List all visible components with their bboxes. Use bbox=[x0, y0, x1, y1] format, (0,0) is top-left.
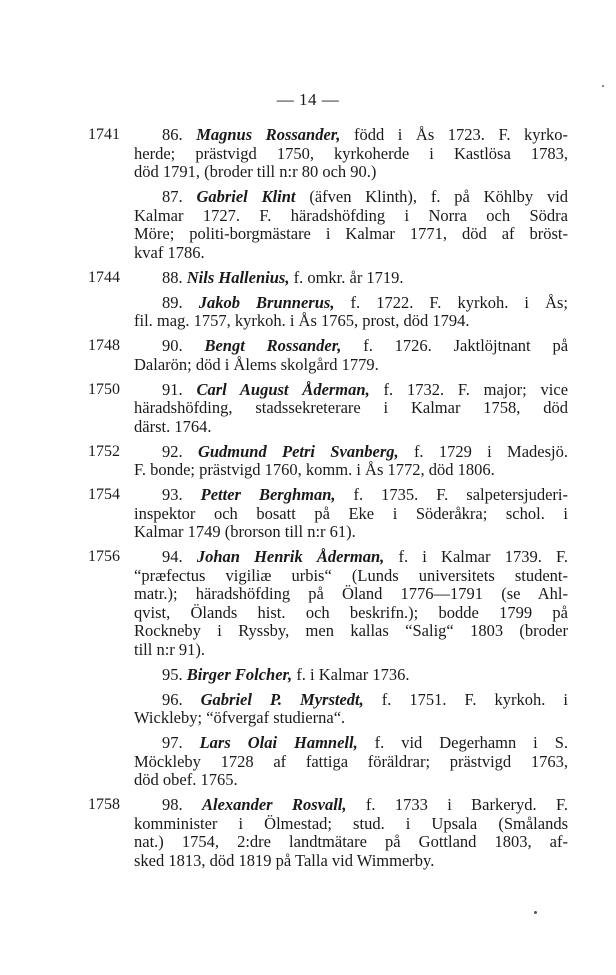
entry-first-line bbox=[162, 126, 568, 145]
entry-line: qvist, Ölands hist. och beskrifn.); bodde 1799 på bbox=[134, 602, 568, 622]
entry-text: f. omkr. år 1719. bbox=[293, 267, 404, 287]
entry-name: Carl August Åderman, bbox=[196, 379, 370, 399]
entry-text: f. 1733 i Barkeryd. F. bbox=[365, 795, 569, 814]
entry-year: 1756 bbox=[88, 548, 120, 565]
entry-text: f. i Kalmar 1736. bbox=[296, 664, 410, 684]
entry-line: matr.); häradshöfding på Öland 1776—1791 (se Ahl- bbox=[134, 584, 568, 603]
entry-first-line bbox=[162, 486, 568, 505]
entry-text: f. 1732. F. major; vice bbox=[383, 379, 569, 399]
entry-text: f. i Kalmar 1739. F. bbox=[398, 547, 568, 566]
entry-first-line bbox=[162, 381, 568, 400]
entry-number: 98. bbox=[162, 795, 183, 814]
entry-number: 97. bbox=[162, 733, 183, 752]
entry-name: Jakob Brunnerus, bbox=[198, 292, 335, 312]
entry-line: herde; prästvigd 1750, kyrkoherde i Kastlösa 1783, bbox=[134, 143, 568, 163]
entry-line: sked 1813, död 1819 på Talla vid Wimmerby. bbox=[134, 850, 435, 870]
entry-text: f. 1729 i Madesjö. bbox=[413, 441, 569, 461]
entry-text: f. 1726. Jaktlöjtnant på bbox=[363, 336, 569, 355]
entry-line: Kalmar 1749 (brorson till n:r 61). bbox=[134, 522, 356, 541]
entry-year: 1752 bbox=[88, 442, 120, 460]
entry-line: Möckleby 1728 af fattiga föräldrar; prästvigd 1763, bbox=[134, 751, 568, 771]
entry-line: komminister i Ölmestad; stud. i Upsala (Smålands bbox=[134, 813, 568, 833]
entry-line: till n:r 91). bbox=[134, 639, 206, 659]
entry-year: 1758 bbox=[88, 796, 120, 813]
entry-number: 92. bbox=[162, 441, 183, 461]
entry-name: Gabriel P. Myrstedt, bbox=[200, 689, 364, 709]
entry-year: 1744 bbox=[88, 268, 120, 286]
entry-text: f. 1751. F. kyrkoh. i bbox=[381, 689, 569, 709]
entry-name: Magnus Rossander, bbox=[196, 125, 341, 144]
entry-line: F. bonde; prästvigd 1760, komm. i Ås 1772, död 1806. bbox=[134, 460, 495, 479]
entry-number: 87. bbox=[162, 187, 183, 206]
page-number: — 14 — bbox=[276, 90, 340, 109]
entry-number: 94. bbox=[162, 547, 183, 566]
entry-first-line bbox=[162, 443, 568, 462]
entry-first-line bbox=[162, 666, 568, 685]
entry-year: 1748 bbox=[88, 337, 120, 354]
entry-name: Lars Olai Hamnell, bbox=[199, 733, 358, 752]
entry-name: Birger Folcher, bbox=[186, 664, 293, 684]
entry-name: Gabriel Klint bbox=[196, 187, 296, 206]
entry-name: Alexander Rosvall, bbox=[202, 795, 347, 814]
entry-line: Möre; politi-borgmästare i Kalmar 1771, död af bröst- bbox=[134, 224, 568, 243]
entry-number: 90. bbox=[162, 336, 183, 355]
entry-name: Petter Berghman, bbox=[200, 485, 336, 504]
entry-text: f. vid Degerhamn i S. bbox=[374, 733, 569, 752]
entry-line: Dalarön; död i Ålems skolgård 1779. bbox=[134, 354, 379, 374]
entry-year: 1741 bbox=[88, 126, 120, 143]
entry-line: häradshöfding, stadssekreterare i Kalmar 1758, död bbox=[134, 398, 568, 417]
entry-first-line bbox=[162, 691, 568, 710]
entry-number: 86. bbox=[162, 125, 183, 144]
entry-number: 95. bbox=[162, 664, 183, 684]
entry-line: Rockneby i Ryssby, men kallas “Salig“ 1803 (broder bbox=[134, 621, 568, 640]
entry-line: död 1791, (broder till n:r 80 och 90.) bbox=[134, 162, 377, 181]
entry-first-line bbox=[162, 269, 568, 288]
entry-line: Kalmar 1727. F. häradshöfding i Norra och Södra bbox=[134, 205, 568, 225]
ink-speck bbox=[534, 911, 537, 914]
entry-first-line bbox=[162, 294, 568, 313]
entry-text: f. 1735. F. salpetersjuderi- bbox=[353, 485, 569, 504]
entry-line: inspektor och bosatt på Eke i Söderåkra; schol. i bbox=[134, 503, 568, 523]
entry-text: f. 1722. F. kyrkoh. i Ås; bbox=[350, 292, 568, 312]
entry-line: kvaf 1786. bbox=[134, 242, 205, 262]
entry-first-line bbox=[162, 188, 568, 207]
entry-line: Wickleby; “öfvergaf studierna“. bbox=[134, 708, 346, 727]
entry-line: död obef. 1765. bbox=[134, 770, 238, 789]
entry-number: 88. bbox=[162, 267, 183, 287]
entry-name: Bengt Rossander, bbox=[204, 336, 342, 355]
entry-line: fil. mag. 1757, kyrkoh. i Ås 1765, prost, död 1794. bbox=[134, 311, 470, 330]
entry-number: 91. bbox=[162, 379, 183, 399]
entry-line: därst. 1764. bbox=[134, 416, 212, 436]
entry-name: Gudmund Petri Svanberg, bbox=[197, 441, 399, 461]
entry-first-line bbox=[162, 796, 568, 815]
entry-line: nat.) 1754, 2:dre landtmätare på Gottland 1803, af- bbox=[134, 832, 568, 851]
entry-name: Johan Henrik Åderman, bbox=[196, 547, 385, 566]
entry-year: 1754 bbox=[88, 486, 120, 503]
ink-speck bbox=[602, 85, 604, 87]
entry-line: “præfectus vigiliæ urbis“ (Lunds universitets student- bbox=[134, 565, 568, 585]
entry-text: född i Ås 1723. F. kyrko- bbox=[353, 125, 569, 144]
entry-text: (äfven Klinth), f. på Köhlby vid bbox=[309, 187, 569, 206]
entry-year: 1750 bbox=[88, 380, 120, 398]
entry-number: 93. bbox=[162, 485, 183, 504]
entry-first-line bbox=[162, 337, 568, 356]
entry-number: 96. bbox=[162, 689, 183, 709]
entry-name: Nils Hallenius, bbox=[186, 267, 290, 287]
entry-first-line bbox=[162, 734, 568, 753]
entry-number: 89. bbox=[162, 292, 183, 312]
entry-first-line bbox=[162, 548, 568, 567]
